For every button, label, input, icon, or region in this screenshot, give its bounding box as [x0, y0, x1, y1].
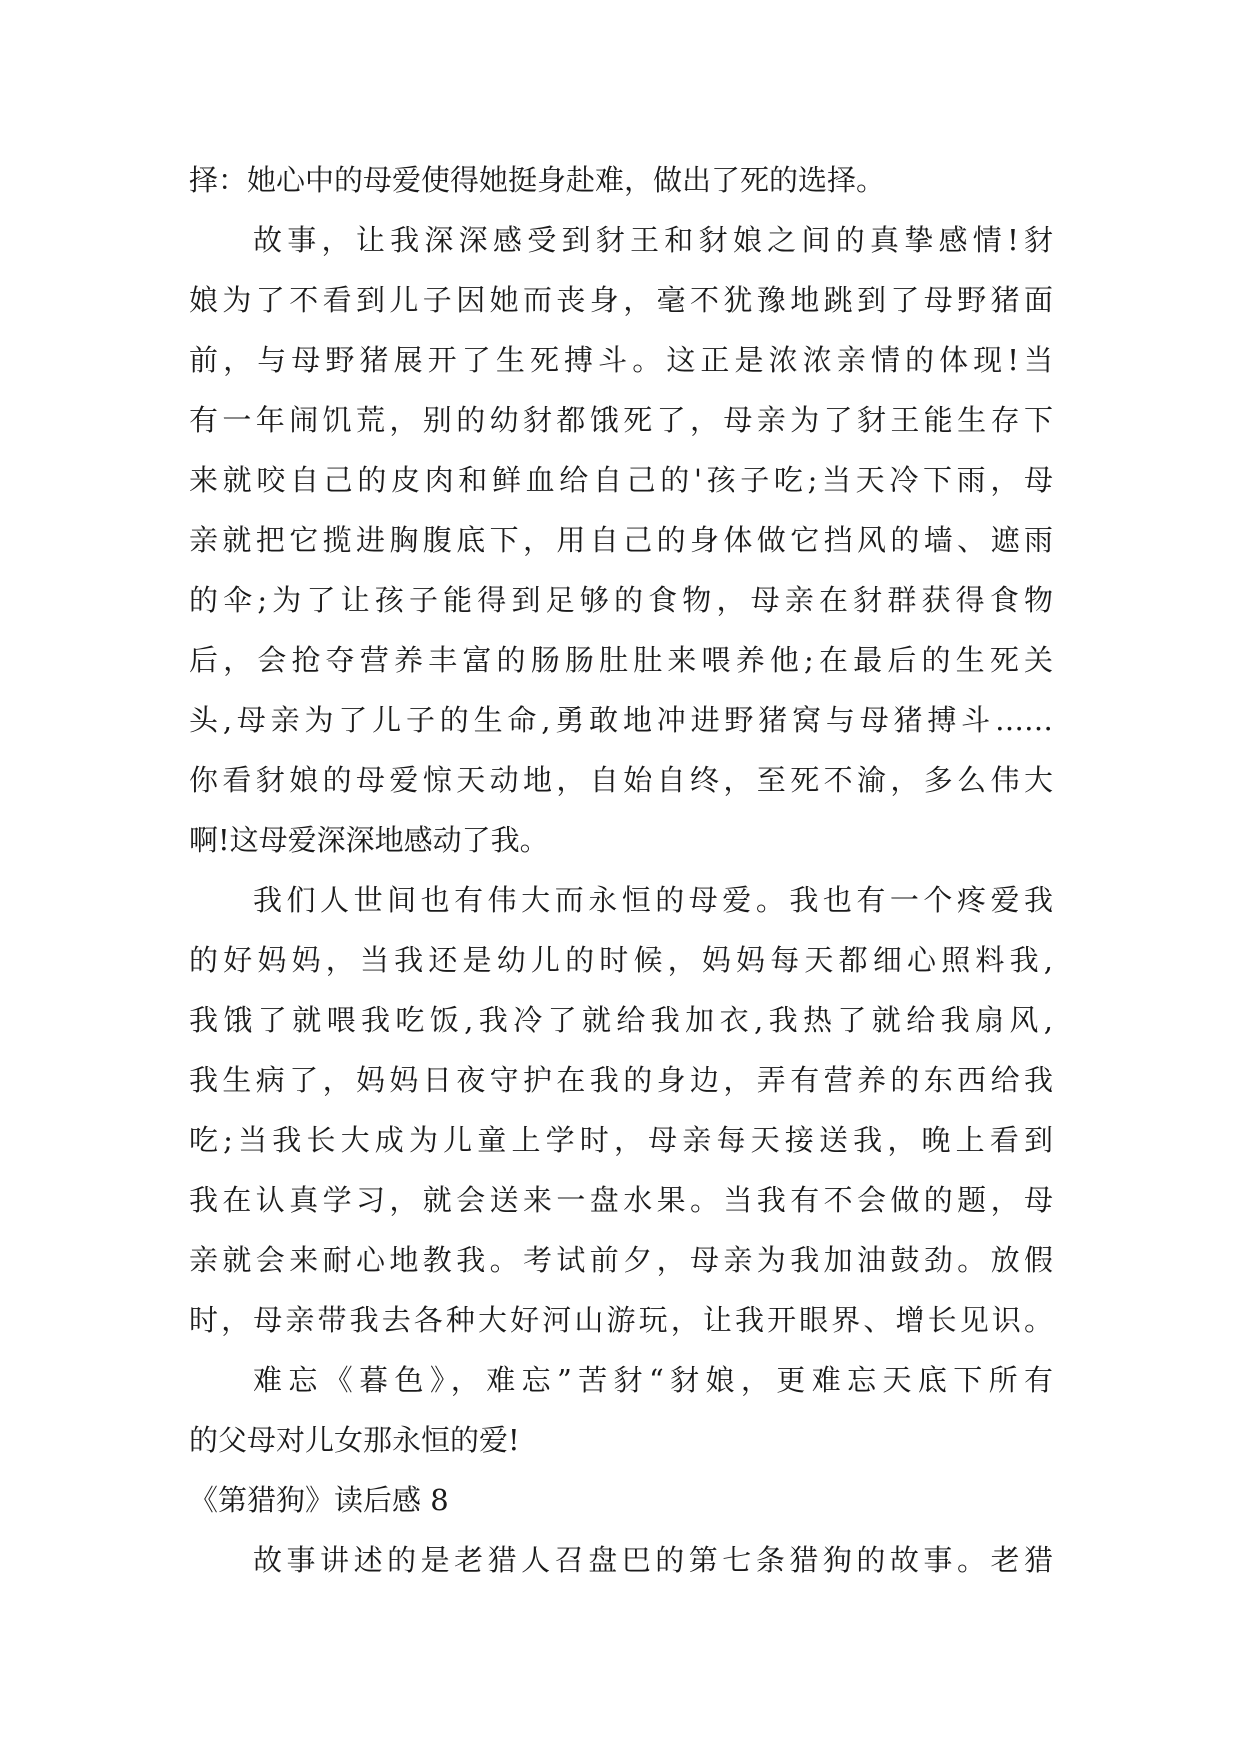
body-line: 来就咬自己的皮肉和鲜血给自己的'孩子吃;当天冷下雨，母 — [189, 463, 1053, 497]
body-line: 头,母亲为了儿子的生命,勇敢地冲进野猪窝与母猪搏斗…… — [189, 703, 1053, 737]
body-line: 亲就把它揽进胸腹底下，用自己的身体做它挡风的墙、遮雨 — [189, 523, 1053, 557]
body-line: 择：她心中的母爱使得她挺身赴难，做出了死的选择。 — [189, 163, 886, 197]
body-line: 的伞;为了让孩子能得到足够的食物，母亲在豺群获得食物 — [189, 583, 1053, 617]
body-line: 前，与母野猪展开了生死搏斗。这正是浓浓亲情的体现!当 — [189, 343, 1053, 377]
body-line: 有一年闹饥荒，别的幼豺都饿死了，母亲为了豺王能生存下 — [189, 403, 1053, 437]
body-line: 的好妈妈，当我还是幼儿的时候，妈妈每天都细心照料我, — [189, 943, 1053, 977]
body-line: 亲就会来耐心地教我。考试前夕，母亲为我加油鼓劲。放假 — [189, 1243, 1053, 1277]
body-line: 娘为了不看到儿子因她而丧身，毫不犹豫地跳到了母野猪面 — [189, 283, 1053, 317]
section-heading: 《第猎狗》读后感 8 — [189, 1483, 449, 1517]
body-line: 我在认真学习，就会送来一盘水果。当我有不会做的题，母 — [189, 1183, 1053, 1217]
paragraph-first-line: 我们人世间也有伟大而永恒的母爱。我也有一个疼爱我 — [253, 883, 1053, 917]
document-page — [189, 150, 1053, 1590]
body-line: 我饿了就喂我吃饭,我冷了就给我加衣,我热了就给我扇风, — [189, 1003, 1053, 1037]
paragraph-first-line: 难忘《暮色》，难忘”苦豺“豺娘，更难忘天底下所有 — [253, 1363, 1053, 1397]
body-line: 我生病了，妈妈日夜守护在我的身边，弄有营养的东西给我 — [189, 1063, 1053, 1097]
body-line: 后，会抢夺营养丰富的肠肠肚肚来喂养他;在最后的生死关 — [189, 643, 1053, 677]
paragraph-first-line: 故事，让我深深感受到豺王和豺娘之间的真挚感情!豺 — [253, 223, 1053, 257]
body-line: 你看豺娘的母爱惊天动地，自始自终，至死不渝，多么伟大 — [189, 763, 1053, 797]
body-line: 吃;当我长大成为儿童上学时，母亲每天接送我，晚上看到 — [189, 1123, 1053, 1157]
body-line: 啊!这母爱深深地感动了我。 — [189, 823, 549, 857]
body-line: 的父母对儿女那永恒的爱! — [189, 1423, 520, 1457]
body-line: 时，母亲带我去各种大好河山游玩，让我开眼界、增长见识。 — [189, 1303, 1053, 1337]
paragraph-first-line: 故事讲述的是老猎人召盘巴的第七条猎狗的故事。老猎 — [253, 1543, 1053, 1577]
